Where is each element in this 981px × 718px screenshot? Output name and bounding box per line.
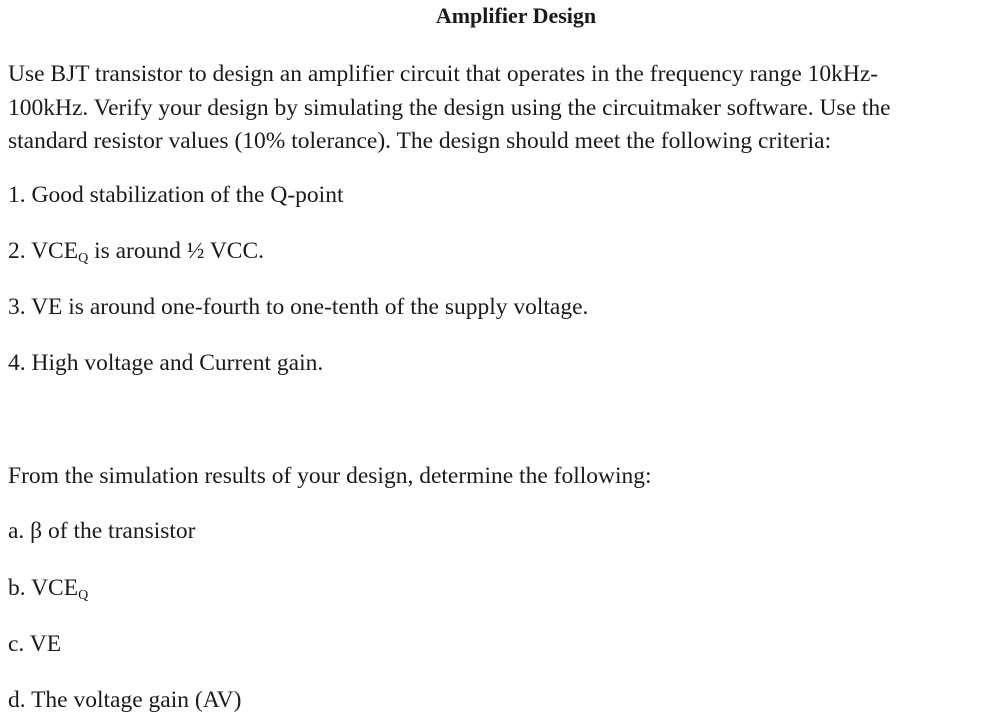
- criterion-1: 1. Good stabilization of the Q-point: [8, 182, 344, 208]
- result-b-subscript: Q: [78, 588, 89, 603]
- criterion-2-subscript: Q: [78, 251, 89, 266]
- intro-line-3: standard resistor values (10% tolerance). The design should meet the following criteria:: [8, 128, 832, 154]
- intro-line-1: Use BJT transistor to design an amplifier circuit that operates in the frequency range 10kHz-: [8, 61, 879, 87]
- criterion-4: 4. High voltage and Current gain.: [8, 350, 324, 376]
- intro-line-2: 100kHz. Verify your design by simulating the design using the circuitmaker software. Use the: [8, 94, 891, 121]
- intro-paragraph: [8, 58, 981, 159]
- criterion-2: [8, 237, 264, 265]
- criterion-3: 3. VE is around one-fourth to one-tenth of the supply voltage.: [8, 294, 589, 320]
- document-title: Amplifier Design: [435, 3, 597, 28]
- criterion-2-prefix: 2. VCE: [8, 238, 79, 264]
- result-a: a. β of the transistor: [8, 518, 196, 544]
- result-d: d. The voltage gain (AV): [8, 687, 242, 713]
- result-b: [8, 574, 88, 602]
- result-b-prefix: b. VCE: [8, 575, 79, 601]
- results-intro: From the simulation results of your design, determine the following:: [8, 463, 652, 489]
- result-c: c. VE: [8, 631, 62, 657]
- criterion-2-suffix: is around ½ VCC.: [88, 238, 265, 264]
